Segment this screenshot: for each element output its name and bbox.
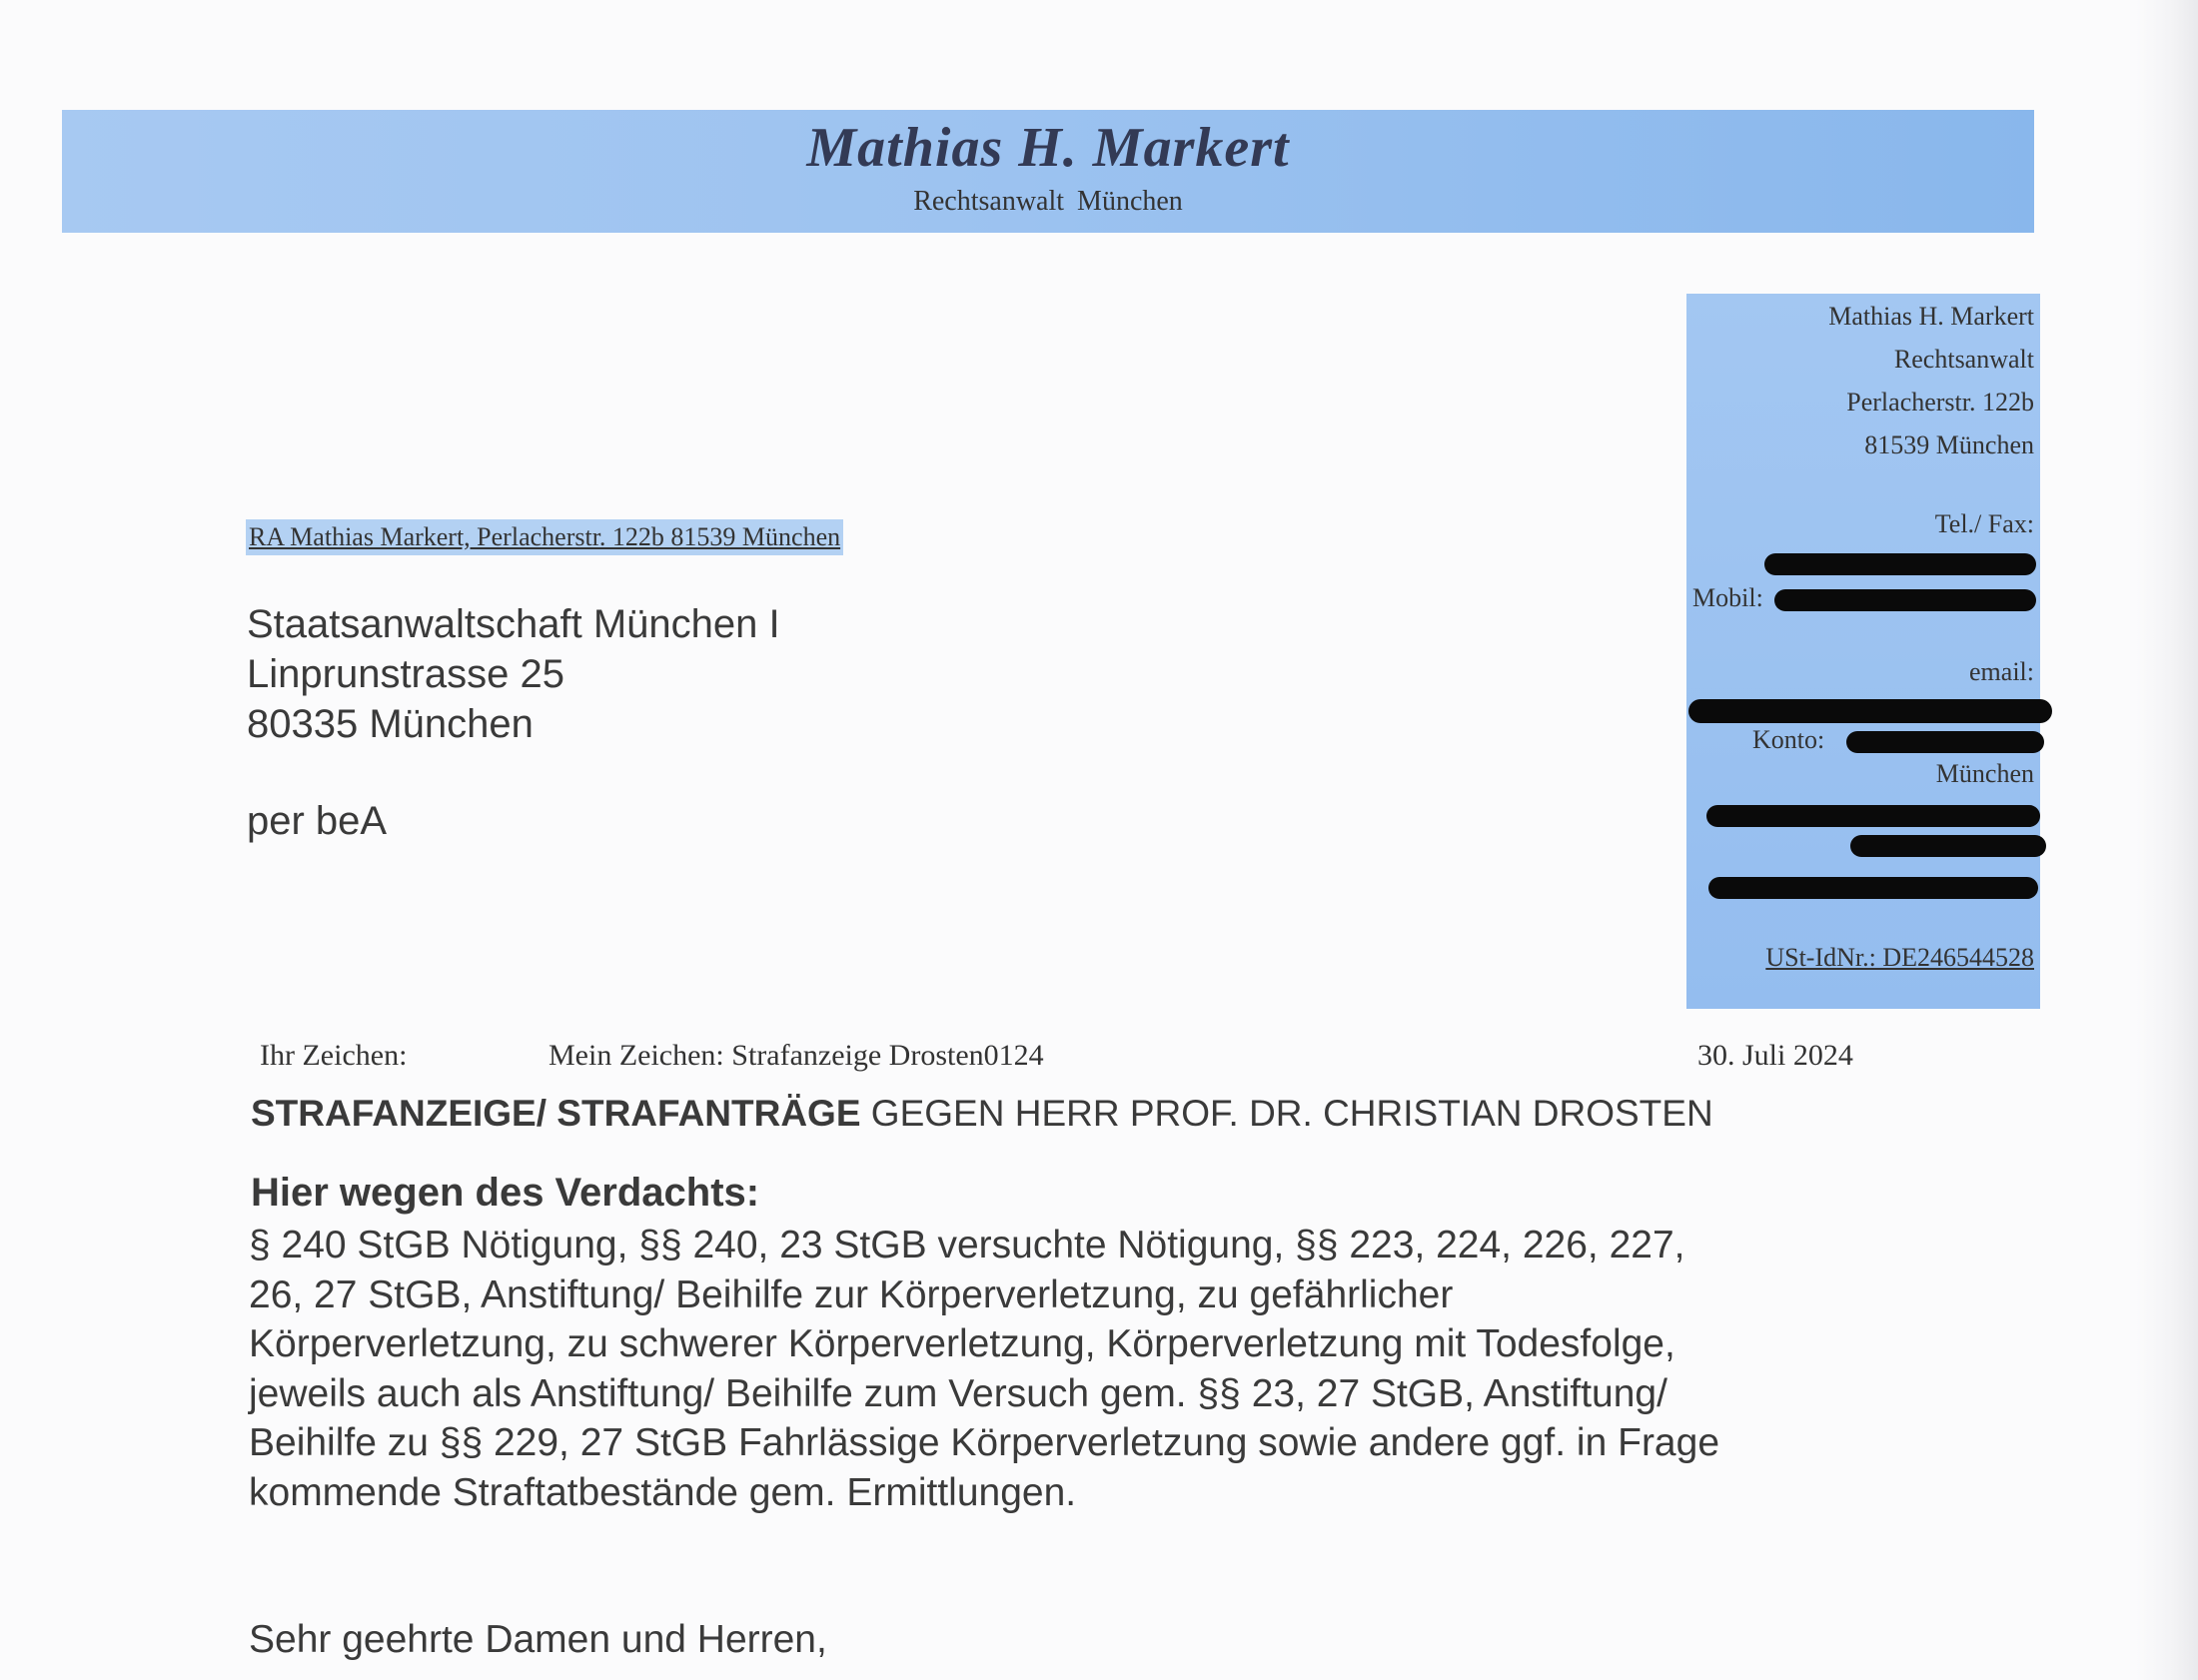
suspicion-heading: Hier wegen des Verdachts: xyxy=(251,1171,760,1215)
subject-bold: STRAFANZEIGE/ STRAFANTRÄGE xyxy=(251,1093,861,1134)
mein-zeichen: Mein Zeichen: Strafanzeige Drosten0124 xyxy=(549,1039,1044,1072)
ihr-zeichen-label: Ihr Zeichen: xyxy=(260,1039,408,1072)
suspicion-body xyxy=(249,1221,1907,1517)
infobox-mobil-label: Mobil: xyxy=(1692,583,1763,612)
infobox-konto-label: Konto: xyxy=(1752,725,1825,754)
letterhead-banner xyxy=(62,110,2034,233)
redaction-bar xyxy=(1688,699,2052,723)
recipient-line: 80335 München xyxy=(247,702,534,746)
redaction-bar xyxy=(1706,805,2040,827)
recipient-line: Linprunstrasse 25 xyxy=(247,652,564,696)
suspicion-line: jeweils auch als Anstiftung/ Beihilfe zum Versuch gem. §§ 23, 27 StGB, Anstiftung/ xyxy=(249,1371,1667,1415)
letter-date: 30. Juli 2024 xyxy=(1697,1039,1853,1072)
suspicion-line: 26, 27 StGB, Anstiftung/ Beihilfe zur Körperverletzung, zu gefährlicher xyxy=(249,1272,1454,1316)
letterhead-name: Mathias H. Markert xyxy=(806,117,1290,179)
infobox-name: Mathias H. Markert xyxy=(1828,302,2034,331)
suspicion-line: kommende Straftatbestände gem. Ermittlungen. xyxy=(249,1470,1077,1514)
redaction-bar xyxy=(1774,589,2036,611)
redaction-bar xyxy=(1764,553,2036,575)
suspicion-line: § 240 StGB Nötigung, §§ 240, 23 StGB versuchte Nötigung, §§ 223, 224, 226, 227, xyxy=(249,1224,1685,1266)
redaction-bar xyxy=(1850,835,2046,857)
page-edge-shadow xyxy=(2136,0,2198,1680)
infobox-tel-label: Tel./ Fax: xyxy=(1934,509,2034,538)
infobox-title: Rechtsanwalt xyxy=(1893,345,2034,374)
letterhead-subtitle: Rechtsanwalt München xyxy=(913,186,1183,217)
redaction-bar xyxy=(1708,877,2038,899)
recipient-line: Staatsanwaltschaft München I xyxy=(247,602,780,646)
delivery-method: per beA xyxy=(247,799,388,843)
infobox-city: 81539 München xyxy=(1864,430,2034,459)
infobox-email-label: email: xyxy=(1969,657,2034,686)
recipient-address xyxy=(247,599,780,749)
subject-rest: GEGEN HERR PROF. DR. CHRISTIAN DROSTEN xyxy=(860,1093,1713,1134)
sender-return-address: RA Mathias Markert, Perlacherstr. 122b 81539 München xyxy=(246,519,843,555)
contact-infobox xyxy=(1686,294,2040,1009)
infobox-bank-city: München xyxy=(1935,759,2034,788)
redaction-bar xyxy=(1846,731,2044,753)
infobox-ust-id: USt-IdNr.: DE246544528 xyxy=(1765,943,2034,972)
infobox-street: Perlacherstr. 122b xyxy=(1846,388,2034,417)
suspicion-line: Körperverletzung, zu schwerer Körperverletzung, Körperverletzung mit Todesfolge, xyxy=(249,1322,1675,1365)
suspicion-line: Beihilfe zu §§ 229, 27 StGB Fahrlässige Körperverletzung sowie andere ggf. in Frage xyxy=(249,1421,1720,1464)
subject-line xyxy=(251,1093,1713,1135)
salutation: Sehr geehrte Damen und Herren, xyxy=(249,1618,827,1661)
